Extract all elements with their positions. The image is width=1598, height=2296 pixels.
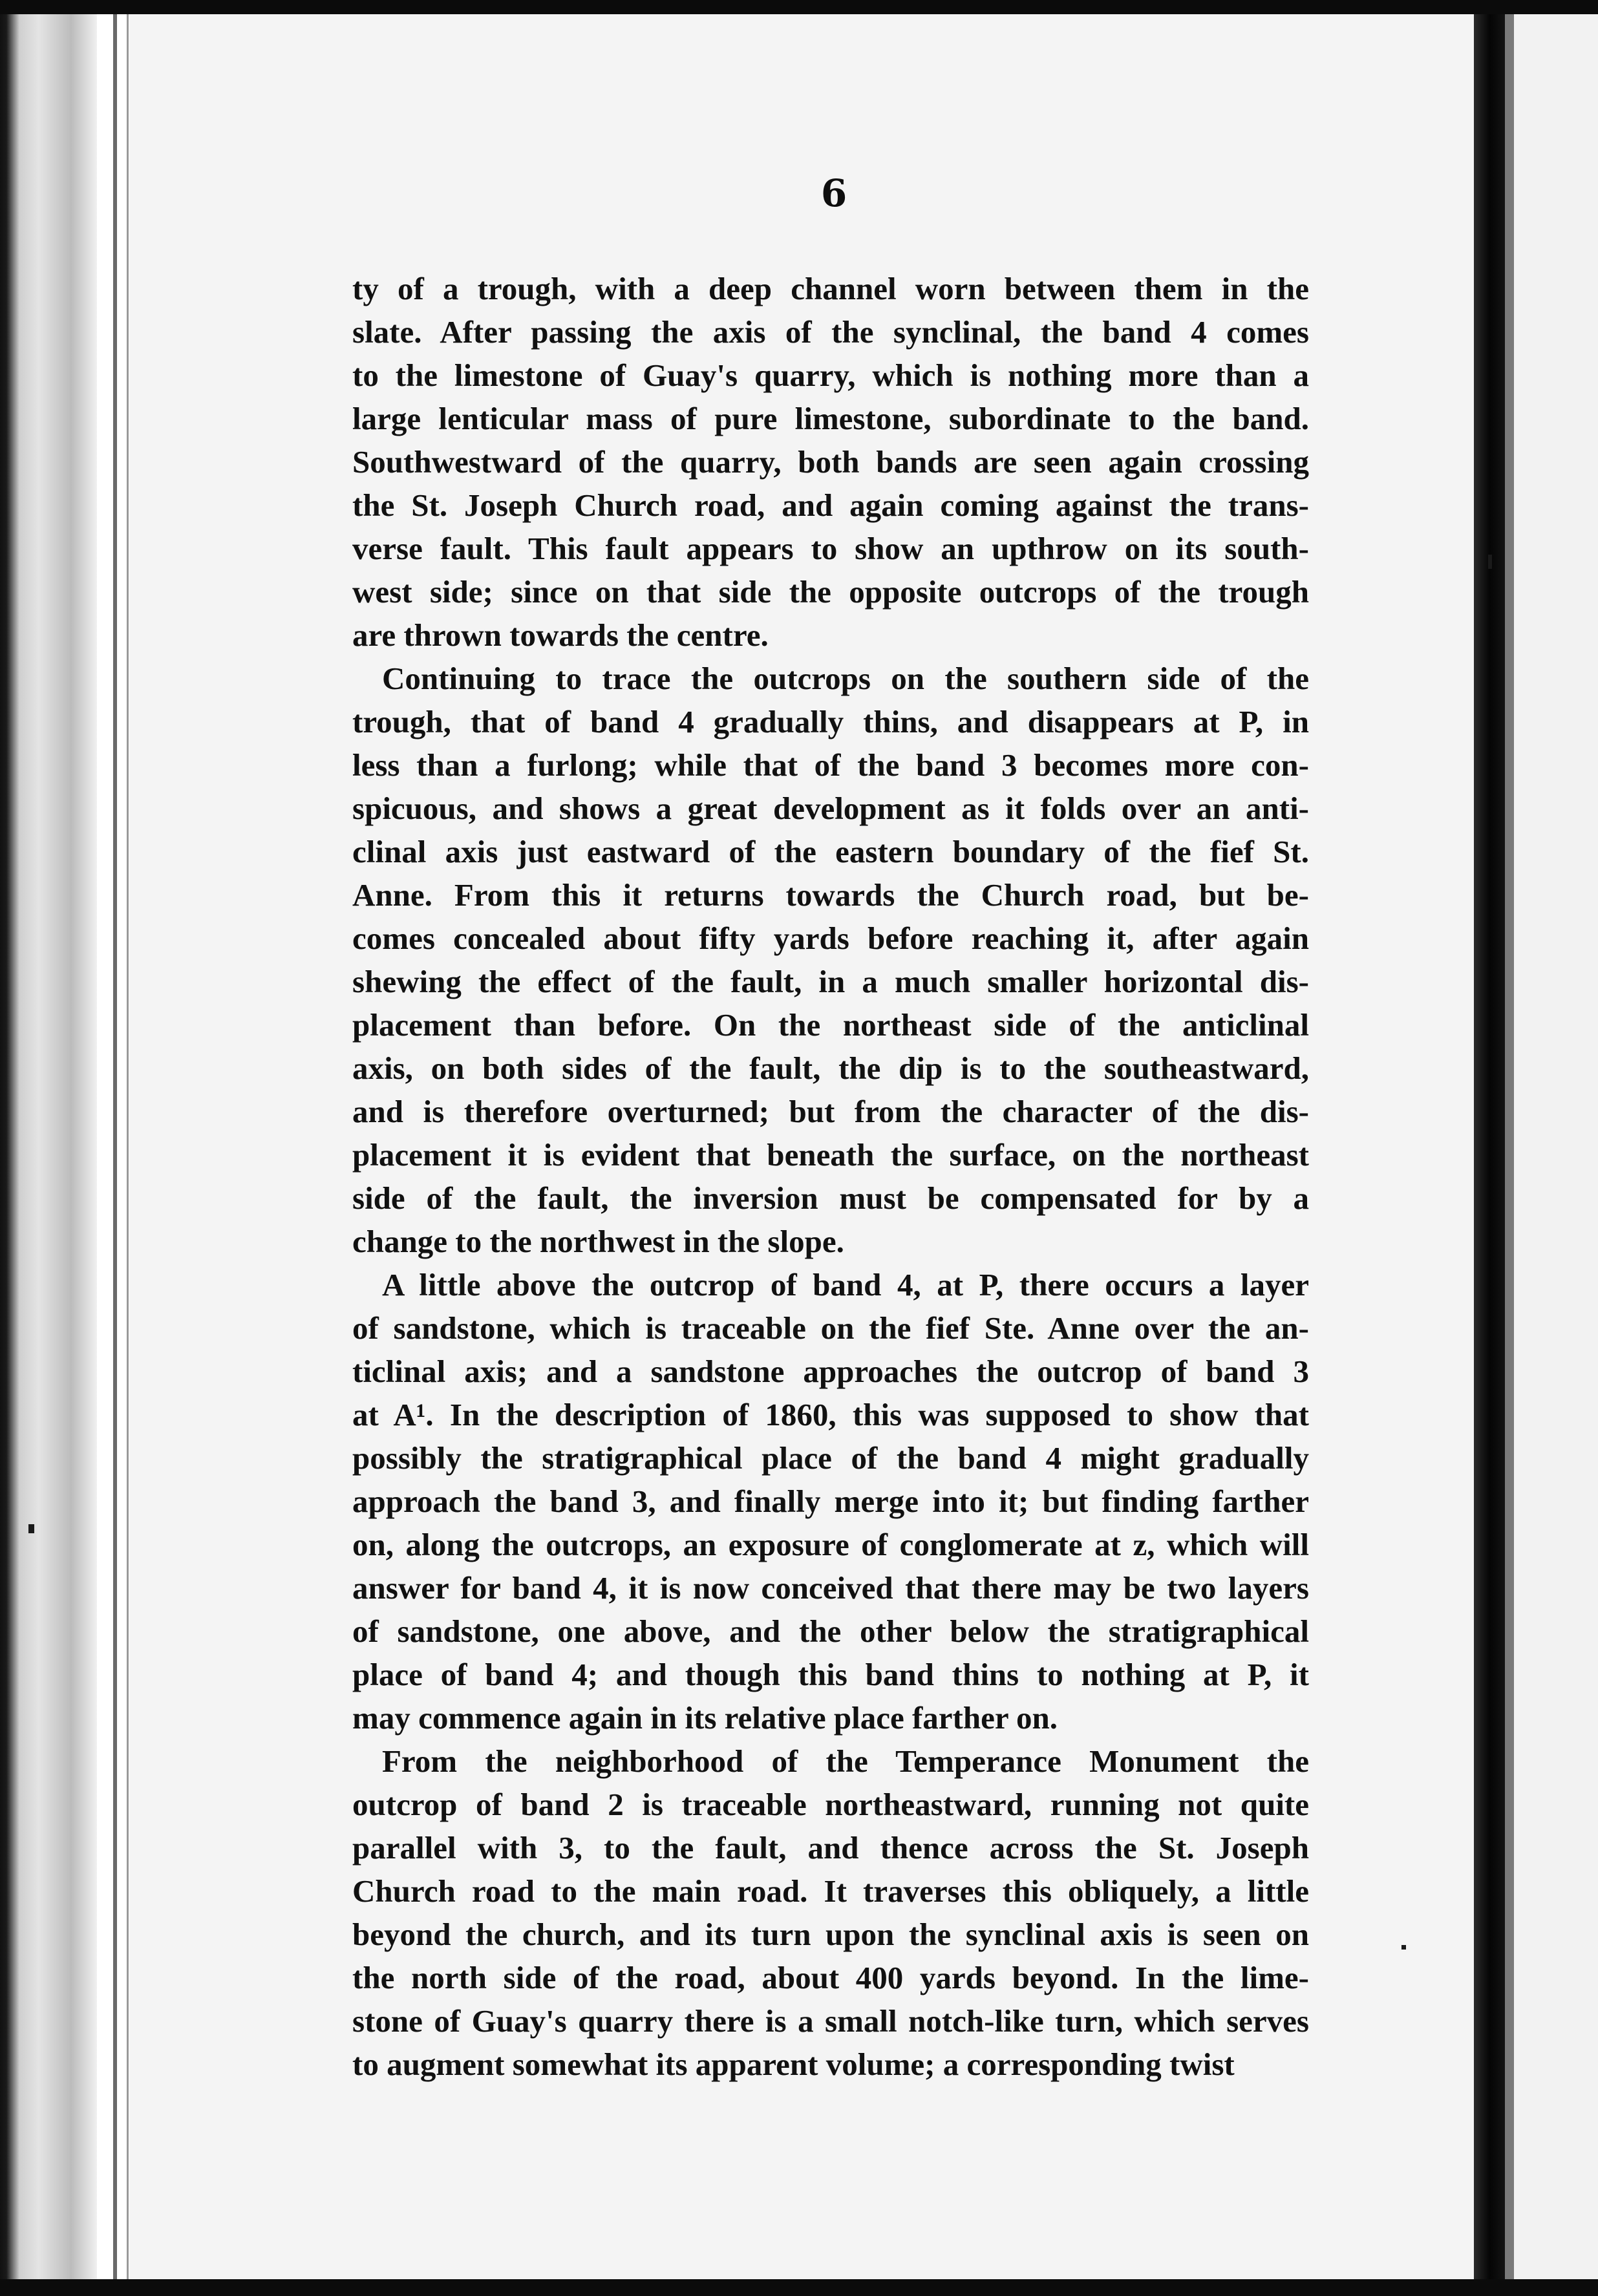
text-line: placement it is evident that beneath the surface, on the northeast xyxy=(352,1137,1309,1173)
text-line: less than a furlong; while that of the band 3 becomes more con- xyxy=(352,747,1309,783)
text-line: the St. Joseph Church road, and again coming against the trans- xyxy=(352,487,1309,523)
text-line: ticlinal axis; and a sandstone approaches the outcrop of band 3 xyxy=(352,1354,1309,1389)
text-line: verse fault. This fault appears to show an upthrow on its south- xyxy=(352,531,1309,566)
text-line: may commence again in its relative place farther on. xyxy=(352,1700,1058,1736)
scan-speck xyxy=(1401,1945,1406,1950)
text-line: Southwestward of the quarry, both bands are seen again crossing xyxy=(352,444,1309,480)
paragraph xyxy=(352,1739,1309,2086)
body-text xyxy=(352,267,1309,2086)
scan-speck xyxy=(1488,555,1492,569)
text-line: From the neighborhood of the Temperance Monument the xyxy=(382,1743,1309,1779)
text-line: on, along the outcrops, an exposure of conglomerate at z, which will xyxy=(352,1527,1309,1562)
text-line: comes concealed about fifty yards before reaching it, after again xyxy=(352,920,1309,956)
text-line: outcrop of band 2 is traceable northeastward, running not quite xyxy=(352,1787,1309,1822)
text-line: Continuing to trace the outcrops on the southern side of the xyxy=(382,661,1309,696)
text-line: spicuous, and shows a great development as it folds over an anti- xyxy=(352,791,1309,826)
text-line: Church road to the main road. It traverses this obliquely, a little xyxy=(352,1873,1309,1909)
text-line: Anne. From this it returns towards the Church road, but be- xyxy=(352,877,1309,913)
text-line: placement than before. On the northeast side of the anticlinal xyxy=(352,1007,1309,1043)
text-line: shewing the effect of the fault, in a much smaller horizontal dis- xyxy=(352,964,1309,999)
paragraph xyxy=(352,1263,1309,1739)
text-line: the north side of the road, about 400 yards beyond. In the lime- xyxy=(352,1960,1309,1995)
text-line: clinal axis just eastward of the eastern boundary of the fief St. xyxy=(352,834,1309,869)
text-line: possibly the stratigraphical place of the band 4 might gradually xyxy=(352,1440,1309,1476)
binding-rule-secondary xyxy=(127,0,129,2296)
paragraph xyxy=(352,657,1309,1263)
text-line: to the limestone of Guay's quarry, which is nothing more than a xyxy=(352,357,1309,393)
page-number: 6 xyxy=(820,171,847,215)
facing-page-strip xyxy=(1514,14,1598,2279)
binding-rule xyxy=(113,0,117,2296)
scan-border-bottom xyxy=(0,2279,1598,2296)
left-page-edge xyxy=(0,0,97,2296)
paragraph xyxy=(352,267,1309,657)
text-line: axis, on both sides of the fault, the dip is to the southeastward, xyxy=(352,1050,1309,1086)
text-line: trough, that of band 4 gradually thins, and disappears at P, in xyxy=(352,704,1309,739)
text-line: stone of Guay's quarry there is a small notch-like turn, which serves xyxy=(352,2003,1309,2039)
text-line: slate. After passing the axis of the synclinal, the band 4 comes xyxy=(352,314,1309,350)
text-line: west side; since on that side the opposite outcrops of the trough xyxy=(352,574,1309,610)
text-line: approach the band 3, and finally merge into it; but finding farther xyxy=(352,1483,1309,1519)
text-line: and is therefore overturned; but from the character of the dis- xyxy=(352,1094,1309,1129)
text-line: of sandstone, which is traceable on the fief Ste. Anne over the an- xyxy=(352,1310,1309,1346)
right-page-edge xyxy=(1505,14,1514,2279)
text-line: are thrown towards the centre. xyxy=(352,617,769,653)
text-line: large lenticular mass of pure limestone, subordinate to the band. xyxy=(352,401,1309,436)
text-line: change to the northwest in the slope. xyxy=(352,1224,844,1259)
text-line: at A¹. In the description of 1860, this was supposed to show that xyxy=(352,1397,1309,1432)
scan-speck xyxy=(28,1524,34,1533)
scan-border-top xyxy=(0,0,1598,14)
text-line: beyond the church, and its turn upon the synclinal axis is seen on xyxy=(352,1917,1309,1952)
text-line: side of the fault, the inversion must be compensated for by a xyxy=(352,1180,1309,1216)
text-line: of sandstone, one above, and the other below the stratigraphical xyxy=(352,1613,1309,1649)
text-line: to augment somewhat its apparent volume; a corresponding twist xyxy=(352,2046,1235,2082)
text-line: ty of a trough, with a deep channel worn between them in the xyxy=(352,271,1309,306)
text-line: A little above the outcrop of band 4, at P, there occurs a layer xyxy=(382,1267,1309,1302)
text-line: place of band 4; and though this band thins to nothing at P, it xyxy=(352,1657,1309,1692)
text-line: answer for band 4, it is now conceived that there may be two layers xyxy=(352,1570,1309,1606)
text-line: parallel with 3, to the fault, and thence across the St. Joseph xyxy=(352,1830,1309,1865)
